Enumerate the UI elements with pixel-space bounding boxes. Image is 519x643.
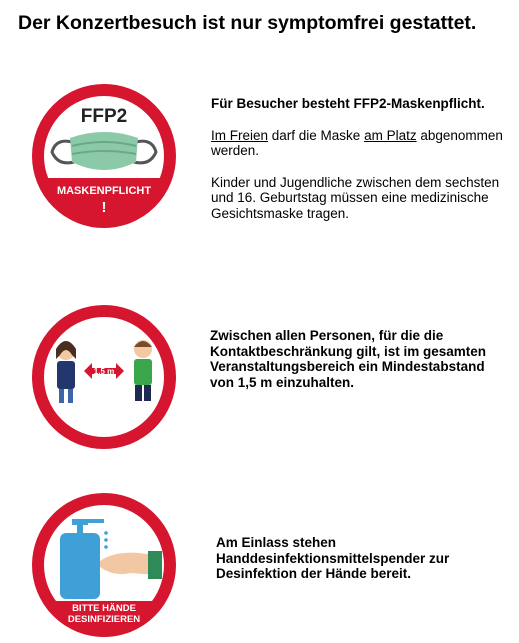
distance-sign <box>30 303 178 451</box>
am-platz-text: am Platz <box>364 127 417 143</box>
mask-heading: Für Besucher besteht FFP2-Maskenpflicht. <box>211 96 485 111</box>
mask-paragraph-2: Kinder und Jugendliche zwischen dem sechsten und 16. Geburtstag müssen eine medizinische Gesichtsmaske tragen. <box>211 174 500 221</box>
hands-text: Am Einlass stehen Handdesinfektionsmittelspender zur Desinfektion der Hände bereit. <box>216 535 450 581</box>
page-title: Der Konzertbesuch ist nur symptomfrei gestattet. <box>18 12 477 34</box>
mask-paragraph-1: Im Freien darf die Maske am Platz abgenommen werden. <box>211 127 503 158</box>
distance-label: 1,5 m <box>93 367 115 376</box>
mask-text-block <box>211 96 511 221</box>
distance-text: Zwischen allen Personen, für die die Kontaktbeschränkung gilt, ist im gesamten Veranstaltungsbereich ein Mindestabstand von 1,5 m einzuhalten. <box>210 328 487 390</box>
ffp2-mask-sign <box>30 82 178 230</box>
desinfizieren-text: DESINFIZIEREN <box>67 614 141 625</box>
im-freien-text: Im Freien <box>211 127 269 143</box>
bitte-haende-text: BITTE HÄNDE <box>72 603 136 614</box>
maskenpflicht-band-text: MASKENPFLICHT <box>56 185 152 197</box>
exclamation-icon: ! <box>101 199 107 216</box>
ffp2-label: FFP2 <box>80 106 128 127</box>
hand-disinfection-sign <box>30 491 178 639</box>
